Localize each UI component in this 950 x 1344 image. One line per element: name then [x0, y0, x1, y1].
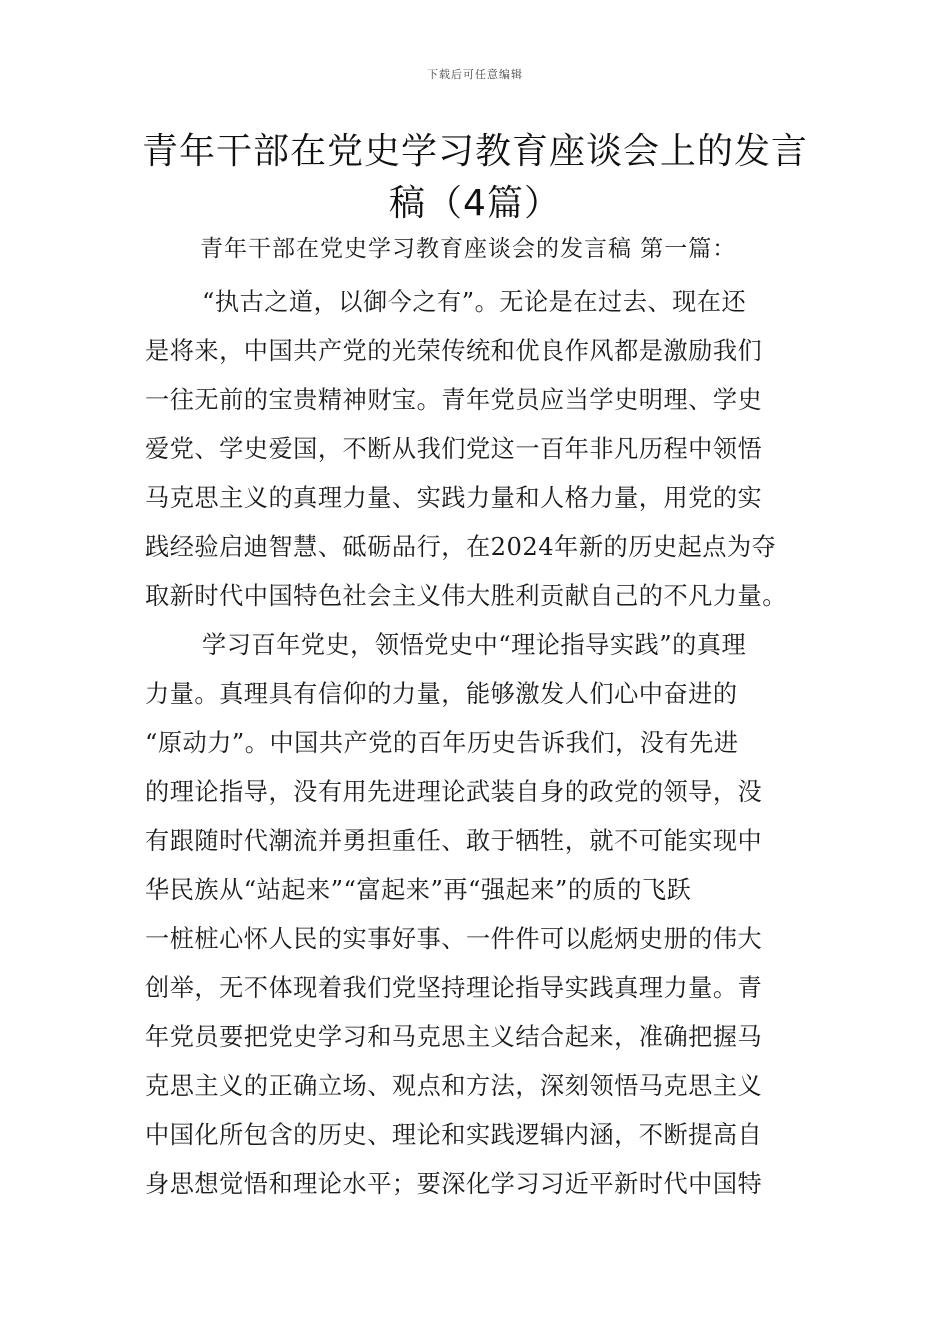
paragraph-2-line-7: 一桩桩心怀人民的实事好事、一件件可以彪炳史册的伟大 [145, 925, 763, 953]
paragraph-2-line-2: 力量。真理具有信仰的力量，能够激发人们心中奋进的 [145, 680, 738, 708]
paragraph-2-line-3: “原动力”。中国共产党的百年历史告诉我们，没有先进 [145, 729, 739, 757]
paragraph-1-line-5: 马克思主义的真理力量、实践力量和人格力量，用党的实 [145, 484, 763, 512]
paragraph-2-line-8: 创举，无不体现着我们党坚持理论指导实践真理力量。青 [145, 974, 763, 1002]
paragraph-1-line-7: 取新时代中国特色社会主义伟大胜利贡献自己的不凡力量。 [145, 582, 787, 610]
paragraph-1-line-6: 践经验启迪智慧、砥砺品行，在2024年新的历史起点为夺 [145, 533, 777, 561]
document-body [145, 278, 805, 1209]
paragraph-2-line-1: 学习百年党史，领悟党史中“理论指导实践”的真理 [202, 631, 747, 659]
paragraph-1-line-4: 爱党、学史爱国，不断从我们党这一百年非凡历程中领悟 [145, 435, 763, 463]
paragraph-2-line-12: 身思想觉悟和理论水平；要深化学习习近平新时代中国特 [145, 1170, 763, 1198]
paragraph-2-line-6: 华民族从“站起来”“富起来”再“强起来”的质的飞跃 [145, 876, 692, 904]
paragraph-2-line-5: 有跟随时代潮流并勇担重任、敢于牺牲，就不可能实现中 [145, 827, 763, 855]
paragraph-1-line-2: 是将来，中国共产党的光荣传统和优良作风都是激励我们 [145, 337, 763, 365]
paragraph-1-line-3: 一往无前的宝贵精神财宝。青年党员应当学史明理、学史 [145, 386, 763, 414]
document-title: 青年干部在党史学习教育座谈会上的发言稿（4篇） [141, 131, 808, 224]
header-note: 下载后可任意编辑 [427, 68, 523, 81]
paragraph-2-line-10: 克思主义的正确立场、观点和方法，深刻领悟马克思主义 [145, 1072, 763, 1100]
paragraph-2-line-11: 中国化所包含的历史、理论和实践逻辑内涵，不断提高自 [145, 1121, 763, 1149]
paragraph-2-line-9: 年党员要把党史学习和马克思主义结合起来，准确把握马 [145, 1023, 763, 1051]
paragraph-2-line-4: 的理论指导，没有用先进理论武装自身的政党的领导，没 [145, 778, 763, 806]
section-subtitle: 青年干部在党史学习教育座谈会的发言稿 第一篇： [200, 236, 737, 262]
paragraph-1-line-1: “执古之道，以御今之有”。无论是在过去、现在还 [202, 288, 747, 316]
